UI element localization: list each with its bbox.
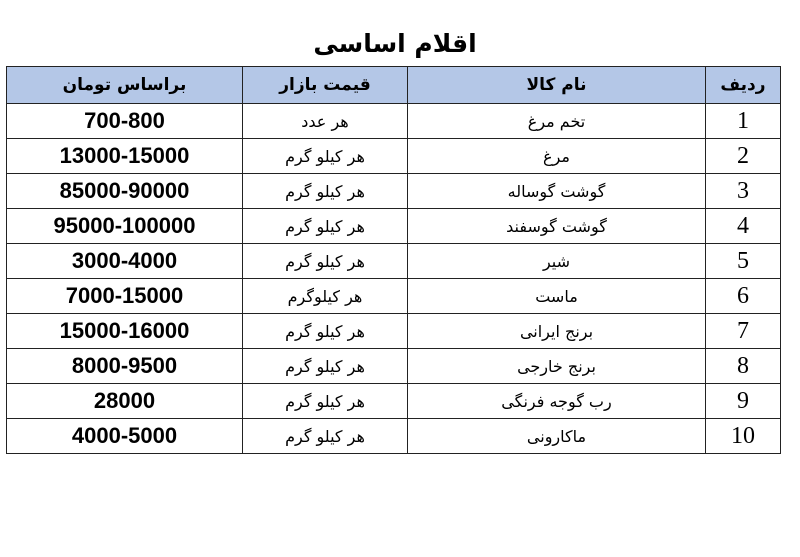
item-unit: هر کیلو گرم (243, 419, 408, 454)
item-price: 7000-15000 (7, 279, 243, 314)
page-title: اقلام اساسی (313, 29, 477, 58)
item-price: 95000-100000 (7, 209, 243, 244)
table-row (7, 384, 781, 419)
header-price: براساس تومان (7, 67, 243, 104)
item-name: برنج خارجی (408, 349, 706, 384)
table-row (7, 209, 781, 244)
item-name: برنج ایرانی (408, 314, 706, 349)
row-index: 2 (706, 139, 781, 174)
item-unit: هر کیلو گرم (243, 174, 408, 209)
table-header-row (7, 67, 781, 104)
item-unit: هر کیلو گرم (243, 384, 408, 419)
row-index: 5 (706, 244, 781, 279)
item-price: 8000-9500 (7, 349, 243, 384)
item-name: ماکارونی (408, 419, 706, 454)
table-row (7, 349, 781, 384)
header-index: ردیف (706, 67, 781, 104)
table-row (7, 419, 781, 454)
item-name: تخم مرغ (408, 104, 706, 139)
item-name: گوشت گوساله (408, 174, 706, 209)
item-price: 15000-16000 (7, 314, 243, 349)
item-unit: هر کیلو گرم (243, 314, 408, 349)
row-index: 1 (706, 104, 781, 139)
item-unit: هر کیلو گرم (243, 244, 408, 279)
table-row (7, 104, 781, 139)
item-price: 3000-4000 (7, 244, 243, 279)
table-row (7, 314, 781, 349)
row-index: 9 (706, 384, 781, 419)
table-row (7, 244, 781, 279)
item-price: 85000-90000 (7, 174, 243, 209)
row-index: 3 (706, 174, 781, 209)
table-row (7, 174, 781, 209)
item-unit: هر کیلوگرم (243, 279, 408, 314)
item-price: 28000 (7, 384, 243, 419)
item-price: 700-800 (7, 104, 243, 139)
item-name: ماست (408, 279, 706, 314)
row-index: 6 (706, 279, 781, 314)
item-name: شیر (408, 244, 706, 279)
row-index: 4 (706, 209, 781, 244)
item-unit: هر کیلو گرم (243, 139, 408, 174)
item-name: رب گوجه فرنگی (408, 384, 706, 419)
item-name: گوشت گوسفند (408, 209, 706, 244)
table-row (7, 139, 781, 174)
item-unit: هر عدد (243, 104, 408, 139)
item-price: 4000-5000 (7, 419, 243, 454)
item-name: مرغ (408, 139, 706, 174)
header-name: نام کالا (408, 67, 706, 104)
item-unit: هر کیلو گرم (243, 209, 408, 244)
price-table (6, 66, 781, 454)
header-unit: قیمت بازار (243, 67, 408, 104)
item-price: 13000-15000 (7, 139, 243, 174)
row-index: 10 (706, 419, 781, 454)
table-row (7, 279, 781, 314)
item-unit: هر کیلو گرم (243, 349, 408, 384)
row-index: 7 (706, 314, 781, 349)
row-index: 8 (706, 349, 781, 384)
